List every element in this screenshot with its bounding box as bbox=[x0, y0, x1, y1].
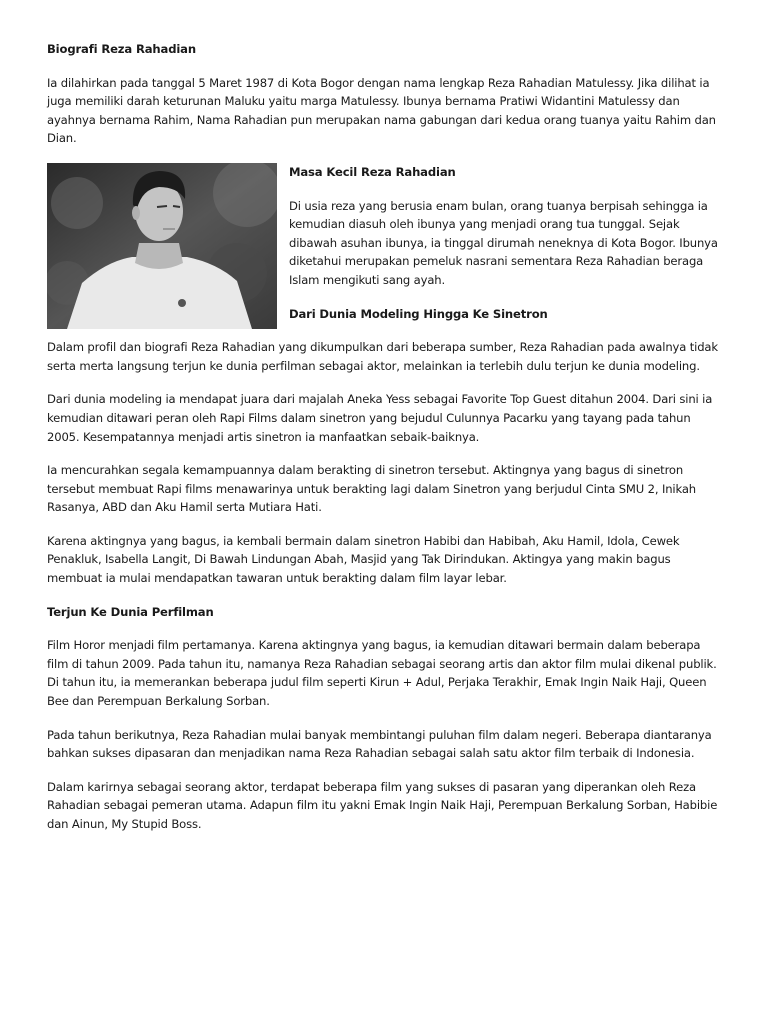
document-page bbox=[47, 40, 722, 849]
modeling-paragraph-3: Ia mencurahkan segala kemampuannya dalam berakting di sinetron tersebut. Aktingnya yang bagus di sinetron tersebut membuat Rapi films menawarinya untuk berakting lagi dalam Sinetron yang berjudul Cinta SMU 2, Inikah Rasanya, ABD dan Aku Hamil serta Mutiara Hati. bbox=[47, 463, 697, 515]
document-title: Biografi Reza Rahadian bbox=[47, 42, 196, 56]
intro-paragraph: Ia dilahirkan pada tanggal 5 Maret 1987 di Kota Bogor dengan nama lengkap Reza Rahadian Matulessy. Jika dilihat ia juga memiliki darah keturunan Maluku yaitu marga Matulessy. Ibunya bernama Pratiwi Widantini Matulessy dan ayahnya bernama Rahim, Nama Rahadian pun merupakan nama gabungan dari kedua orang tuanya yaitu Rahim dan Dian. bbox=[47, 75, 716, 146]
portrait-photo-icon bbox=[47, 163, 277, 329]
perfilman-paragraph-2: Pada tahun berikutnya, Reza Rahadian mulai banyak membintangi puluhan film dalam negeri. Beberapa diantaranya bahkan sukses dipasaran dan menjadikan nama Reza Rahadian sebagai salah satu aktor film terbaik di Indonesia. bbox=[47, 727, 712, 761]
modeling-paragraph-1: Dalam profil dan biografi Reza Rahadian yang dikumpulkan dari beberapa sumber, Reza Rahadian pada awalnya tidak serta merta langsung terjun ke dunia perfilman sebagai aktor, melainkan ia terlebih dulu terjun ke dunia modeling. bbox=[47, 340, 718, 373]
section-masa-kecil-paragraph: Di usia reza yang berusia enam bulan, orang tuanya berpisah sehingga ia kemudian diasuh oleh ibunya yang menjadi orang tua tunggal. Sejak dibawah asuhan ibunya, ia tinggal dirumah neneknya di Kota Bogor. Ibunya diketahui merupakan pemeluk nasrani sementara Reza Rahadian beraga Islam mengikuti sang ayah. bbox=[289, 198, 718, 287]
perfilman-paragraph-1: Film Horor menjadi film pertamanya. Karena aktingnya yang bagus, ia kemudian ditawari bermain dalam beberapa film di tahun 2009. Pada tahun itu, namanya Reza Rahadian sebagai seorang artis dan aktor film mulai dikenal publik. Di tahun itu, ia memerankan beberapa judul film seperti Kirun + Adul, Perjaka Terakhir, Emak Ingin Naik Haji, Queen Bee dan Perempuan Berkalung Sorban. bbox=[47, 638, 717, 709]
modeling-paragraph-4: Karena aktingnya yang bagus, ia kembali bermain dalam sinetron Habibi dan Habibah, Aku Hamil, Idola, Cewek Penakluk, Isabella Langit, Di Bawah Lindungan Abah, Masjid yang Tak Dirindukan. Aktingya yang makin bagus membuat ia mulai mendapatkan tawaran untuk berakting dalam film layar lebar. bbox=[47, 533, 680, 586]
perfilman-paragraph-3: Dalam karirnya sebagai seorang aktor, terdapat beberapa film yang sukses di pasaran yang diperankan oleh Reza Rahadian sebagai pemeran utama. Adapun film itu yakni Emak Ingin Naik Haji, Perempuan Berkalung Sorban, Habibie dan Ainun, My Stupid Boss. bbox=[47, 779, 718, 831]
section-heading-modeling: Dari Dunia Modeling Hingga Ke Sinetron bbox=[289, 306, 548, 321]
modeling-paragraph-2: Dari dunia modeling ia mendapat juara dari majalah Aneka Yess sebagai Favorite Top Guest ditahun 2004. Dari sini ia kemudian ditawari peran oleh Rapi Films dalam sinetron yang bejudul Culunnya Pacarku yang tayang pada tahun 2005. Kesempatannya menjadi artis sinetron ia manfaatkan sebaik-baiknya. bbox=[47, 392, 713, 444]
section-heading-masa-kecil: Masa Kecil Reza Rahadian bbox=[289, 164, 456, 179]
section-heading-perfilman: Terjun Ke Dunia Perfilman bbox=[47, 604, 214, 619]
